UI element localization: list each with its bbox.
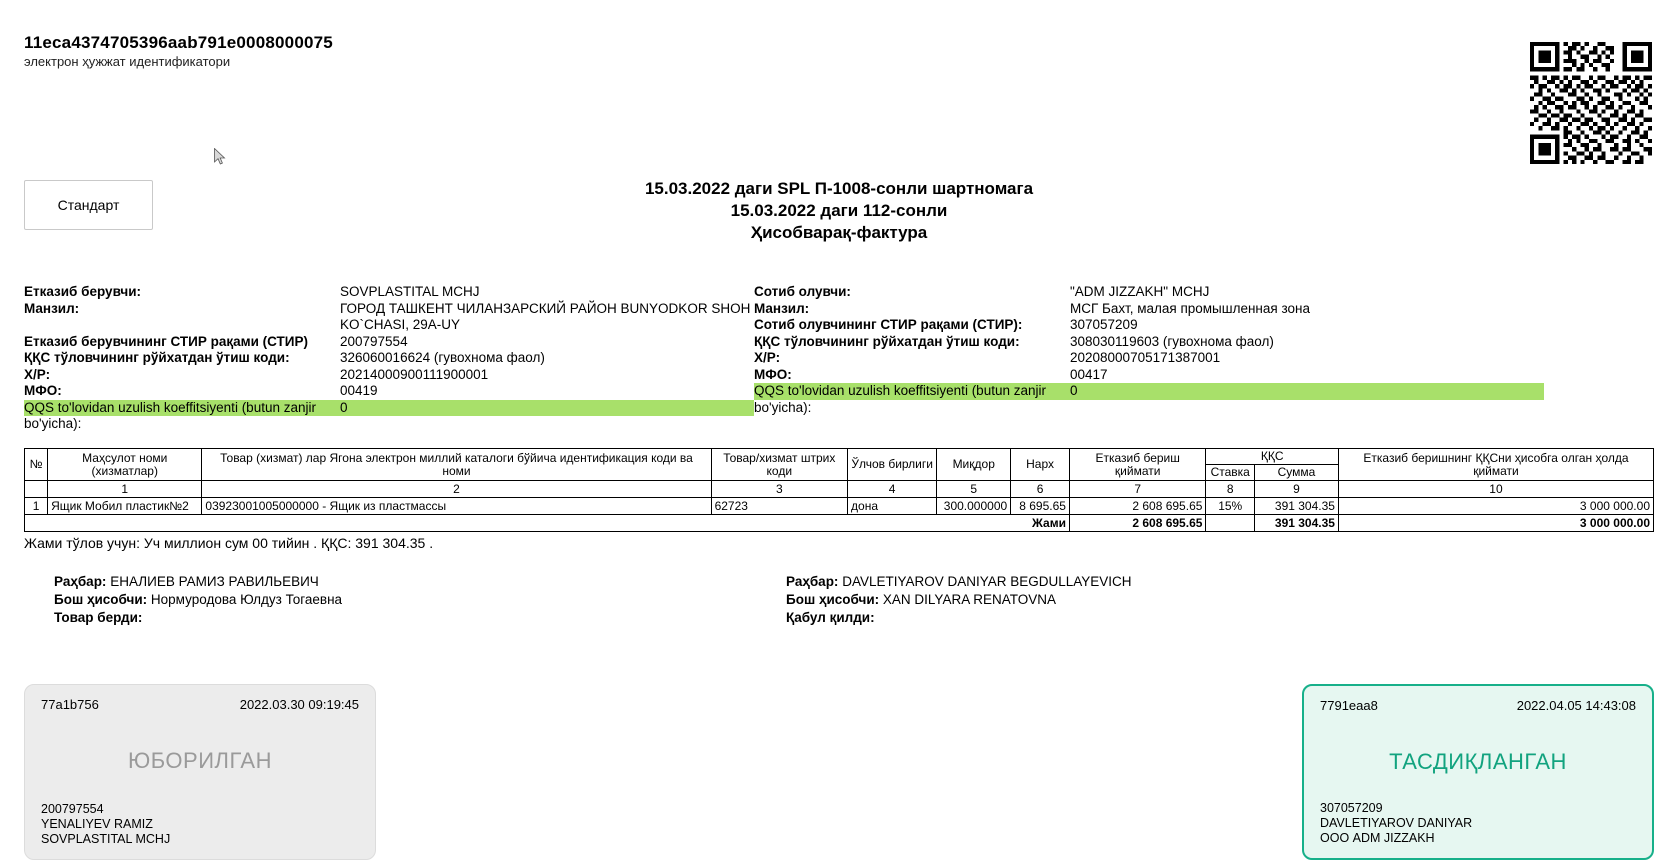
supplier-account-label: Х/Р: xyxy=(24,366,51,382)
supplier-mfo-value: 00419 xyxy=(340,383,378,398)
th-unit: Ўлчов бирлиги xyxy=(848,449,937,481)
supplier-name-label: Етказиб берувчи: xyxy=(24,284,141,299)
buyer-coefficient-label: QQS to'lovidan uzulish koeffitsiyenti (butun zanjir bo'yicha): xyxy=(754,383,1046,415)
buyer-tin-value: 307057209 xyxy=(1070,317,1138,332)
buyer-block xyxy=(754,284,1544,415)
buyer-accountant-value: XAN DILYARA RENATOVNA xyxy=(882,592,1056,607)
supplier-row-vatcode xyxy=(24,350,754,367)
supplier-accountant-value: Нормуродова Юлдуз Тогаевна xyxy=(150,592,343,607)
qr-code-icon xyxy=(1530,42,1652,164)
buyer-received-row xyxy=(786,609,1546,627)
buyer-row-name xyxy=(754,284,1544,301)
cell-price: 8 695.65 xyxy=(1011,498,1070,515)
buyer-tin-label: Сотиб олувчининг СТИР рақами (СТИР): xyxy=(754,317,1023,332)
colnum-5: 5 xyxy=(937,481,1011,498)
table-totals-row xyxy=(25,515,1654,532)
cell-num: 1 xyxy=(25,498,48,515)
totals-label: Жами xyxy=(25,515,1070,532)
buyer-address-label: Манзил: xyxy=(754,300,810,316)
th-vat: ҚҚС xyxy=(1206,449,1339,465)
stamp-sent-datetime: 2022.03.30 09:19:45 xyxy=(239,697,359,712)
buyer-row-coefficient xyxy=(754,383,1544,415)
buyer-account-label: Х/Р: xyxy=(754,350,781,365)
th-vat-sum: Сумма xyxy=(1254,465,1338,481)
th-price: Нарх xyxy=(1011,449,1070,481)
stamp-sent-footer xyxy=(41,802,170,847)
supplier-signatures xyxy=(54,573,754,627)
buyer-director-row xyxy=(786,573,1546,591)
supplier-address-value: ГОРОД ТАШКЕНТ ЧИЛАНЗАРСКИЙ РАЙОН BUNYODKOR SHOH KO`CHASI, 29A-UY xyxy=(340,300,751,332)
document-id: 11eca4374705396aab791e0008000075 xyxy=(24,33,333,52)
supplier-row-tin xyxy=(24,334,754,351)
colnum-1: 1 xyxy=(48,481,202,498)
supplier-row-mfo xyxy=(24,383,754,400)
supplier-tin-value: 200797554 xyxy=(340,333,408,349)
totals-vat-sum: 391 304.35 xyxy=(1254,515,1338,532)
buyer-row-address xyxy=(754,301,1544,318)
supplier-account-value: 20214000900111900001 xyxy=(340,366,489,382)
cell-product: Ящик Мобил пластик№2 xyxy=(48,498,202,515)
stamp-approved-top xyxy=(1320,698,1636,713)
colnum-2: 2 xyxy=(202,481,711,498)
buyer-row-tin xyxy=(754,317,1544,334)
mouse-cursor-icon xyxy=(214,148,226,166)
cell-vat-sum: 391 304.35 xyxy=(1254,498,1338,515)
supplier-accountant-row xyxy=(54,591,754,609)
supplier-row-name xyxy=(24,284,754,301)
supplier-vatcode-value: 326060016624 (гувохнома фаол) xyxy=(340,350,545,365)
stamp-approved-code: 7791eaa8 xyxy=(1320,698,1378,713)
stamp-sent xyxy=(24,684,376,860)
colnum-4: 4 xyxy=(848,481,937,498)
stamp-sent-code: 77a1b756 xyxy=(41,697,99,712)
stamp-approved-tin: 307057209 xyxy=(1320,801,1383,815)
stamp-approved-person: DAVLETIYAROV DANIYAR xyxy=(1320,816,1473,830)
stamp-approved-company: ООО ADM JIZZAKH xyxy=(1320,831,1435,845)
buyer-director-value: DAVLETIYAROV DANIYAR BEGDULLAYEVICH xyxy=(842,574,1132,589)
table-header-row xyxy=(25,449,1654,465)
th-vat-rate: Ставка xyxy=(1206,465,1255,481)
th-barcode: Товар/хизмат штрих коди xyxy=(711,449,847,481)
cell-vat-rate: 15% xyxy=(1206,498,1255,515)
cell-qty: 300.000000 xyxy=(937,498,1011,515)
colnum-blank xyxy=(25,481,48,498)
supplier-accountant-label: Бош ҳисобчи: xyxy=(54,592,148,607)
buyer-name-value: "ADM JIZZAKH" MCHJ xyxy=(1070,284,1210,299)
buyer-coefficient-value: 0 xyxy=(1070,383,1078,398)
stamp-sent-person: YENALIYEV RAMIZ xyxy=(41,817,153,831)
stamp-sent-top xyxy=(41,697,359,712)
supplier-mfo-label: МФО: xyxy=(24,383,62,398)
th-total: Етказиб беришнинг ҚҚСни ҳисобга олган ҳолда қиймати xyxy=(1338,449,1653,481)
th-delivery-value: Етказиб бериш қиймати xyxy=(1069,449,1205,481)
stamp-approved-footer xyxy=(1320,801,1472,846)
th-qty: Миқдор xyxy=(937,449,1011,481)
supplier-coefficient-label: QQS to'lovidan uzulish koeffitsiyenti (butun zanjir bo'yicha): xyxy=(24,399,316,431)
supplier-row-address xyxy=(24,301,754,334)
total-in-words: Жами тўлов учун: Уч миллион сум 00 тийин . ҚҚС: 391 304.35 . xyxy=(24,535,434,551)
buyer-mfo-value: 00417 xyxy=(1070,366,1108,382)
cell-unit: дона xyxy=(848,498,937,515)
supplier-address-label: Манзил: xyxy=(24,300,80,316)
colnum-3: 3 xyxy=(711,481,847,498)
totals-delivery-value: 2 608 695.65 xyxy=(1069,515,1205,532)
document-title xyxy=(0,178,1678,244)
buyer-accountant-row xyxy=(786,591,1546,609)
supplier-tin-label: Етказиб берувчининг СТИР рақами (СТИР) xyxy=(24,333,309,349)
colnum-6: 6 xyxy=(1011,481,1070,498)
supplier-row-coefficient xyxy=(24,399,754,431)
supplier-coefficient-value: 0 xyxy=(340,399,348,415)
buyer-vatcode-value: 308030119603 (гувохнома фаол) xyxy=(1070,333,1274,349)
supplier-name-value: SOVPLASTITAL MCHJ xyxy=(340,284,480,299)
buyer-received-label: Қабул қилди: xyxy=(786,610,875,625)
stamp-approved-datetime: 2022.04.05 14:43:08 xyxy=(1516,698,1636,713)
cell-total: 3 000 000.00 xyxy=(1338,498,1653,515)
buyer-vatcode-label: ҚҚС тўловчининг рўйхатдан ўтиш коди: xyxy=(754,333,1020,349)
buyer-name-label: Сотиб олувчи: xyxy=(754,284,851,299)
supplier-director-label: Раҳбар: xyxy=(54,574,107,589)
stamp-approved xyxy=(1302,684,1654,860)
th-catalog: Товар (хизмат) лар Ягона электрон миллий каталоги бўйича идентификация коди ва номи xyxy=(202,449,711,481)
colnum-9: 9 xyxy=(1254,481,1338,498)
supplier-row-account xyxy=(24,367,754,384)
supplier-vatcode-label: ҚҚС тўловчининг рўйхатдан ўтиш коди: xyxy=(24,350,290,365)
colnum-7: 7 xyxy=(1069,481,1205,498)
buyer-mfo-label: МФО: xyxy=(754,366,792,382)
supplier-delivered-label: Товар берди: xyxy=(54,610,143,625)
totals-total: 3 000 000.00 xyxy=(1338,515,1653,532)
cell-barcode: 62723 xyxy=(711,498,847,515)
supplier-director-row xyxy=(54,573,754,591)
stamp-approved-status: ТАСДИҚЛАНГАН xyxy=(1389,749,1567,774)
standard-button-label: Стандарт xyxy=(57,197,120,213)
buyer-row-account xyxy=(754,350,1544,367)
buyer-row-vatcode xyxy=(754,334,1544,351)
th-num: № xyxy=(25,449,48,481)
supplier-block xyxy=(24,284,754,431)
totals-vat-rate-blank xyxy=(1206,515,1255,532)
table-row xyxy=(25,498,1654,515)
title-line-2: 15.03.2022 даги 112-сонли xyxy=(730,201,948,220)
buyer-account-value: 20208000705171387001 xyxy=(1070,350,1221,365)
title-line-3: Ҳисобварақ-фактура xyxy=(750,223,928,242)
supplier-delivered-row xyxy=(54,609,754,627)
buyer-address-value: МСГ Бахт, малая промышленная зона xyxy=(1070,300,1310,316)
supplier-director-value: ЕНАЛИЕВ РАМИЗ РАВИЛЬЕВИЧ xyxy=(110,574,319,589)
colnum-10: 10 xyxy=(1338,481,1653,498)
th-product: Маҳсулот номи (хизматлар) xyxy=(48,449,202,481)
stamp-sent-tin: 200797554 xyxy=(41,802,104,816)
colnum-8: 8 xyxy=(1206,481,1255,498)
stamp-sent-status: ЮБОРИЛГАН xyxy=(128,748,272,773)
buyer-row-mfo xyxy=(754,367,1544,384)
document-id-caption: электрон ҳужжат идентификатори xyxy=(24,54,231,69)
buyer-signatures xyxy=(786,573,1546,627)
buyer-director-label: Раҳбар: xyxy=(786,574,839,589)
title-line-1: 15.03.2022 даги SPL П-1008-сонли шартномага xyxy=(644,179,1034,198)
buyer-accountant-label: Бош ҳисобчи: xyxy=(786,592,880,607)
stamp-sent-company: SOVPLASTITAL MCHJ xyxy=(41,832,171,846)
cell-delivery-value: 2 608 695.65 xyxy=(1069,498,1205,515)
table-column-number-row xyxy=(25,481,1654,498)
cell-catalog: 03923001005000000 - Ящик из пластмассы xyxy=(202,498,711,515)
invoice-items-table xyxy=(24,448,1654,532)
